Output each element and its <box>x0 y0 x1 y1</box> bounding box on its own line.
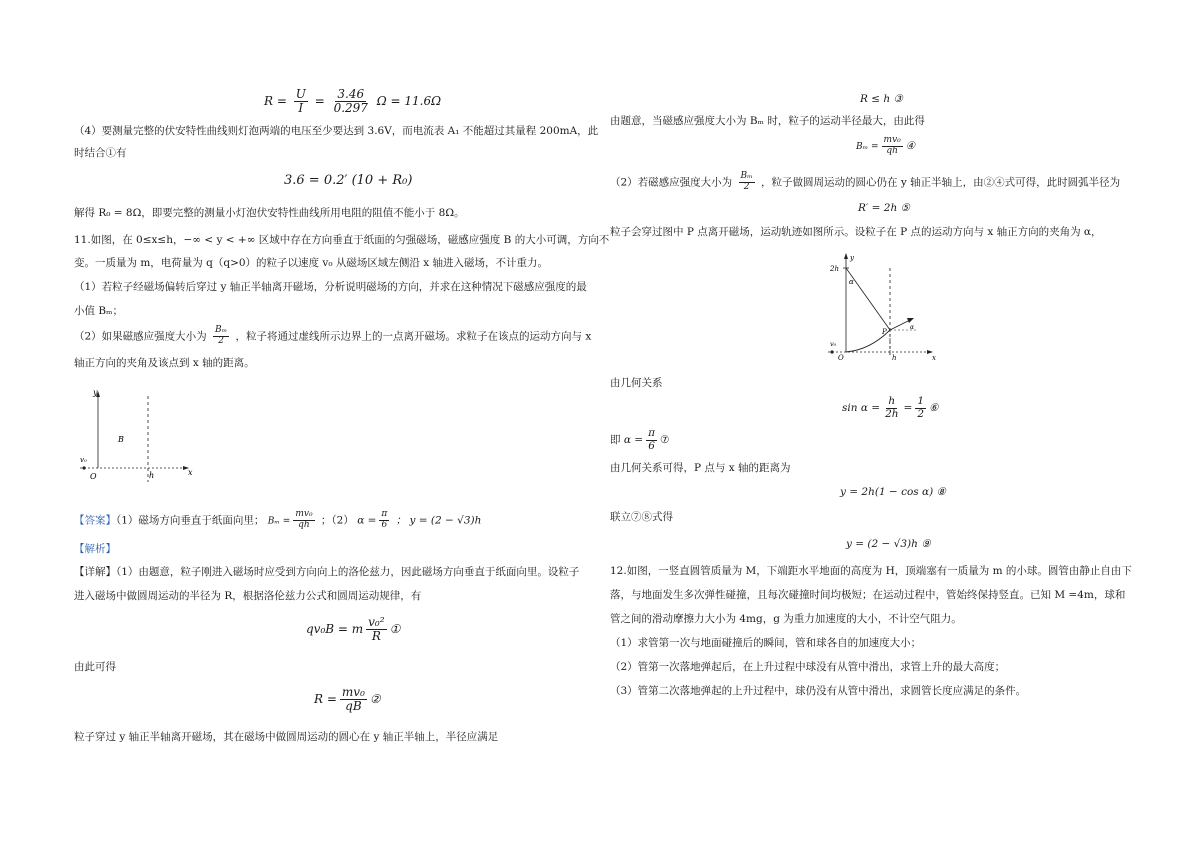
lian-line: 联立⑦⑧式得 <box>610 511 673 523</box>
label-alpha: α <box>849 278 854 286</box>
question-11-part1-line1: （1）若粒子经磁场偏转后穿过 y 轴正半轴离开磁场，分析说明磁场的方向，并求在这种情况下磁感应强度的最 <box>74 281 587 293</box>
label-O: O <box>838 354 844 362</box>
equation-5: R′ = 2h ⑤ <box>858 202 910 214</box>
label-h: h <box>892 354 897 362</box>
exit-velocity-arrow <box>907 318 914 323</box>
equation-3: R ≤ h ③ <box>860 93 903 105</box>
detail-line1: 【详解】（1）由题意，粒子刚进入磁场时应受到方向向上的洛伦兹力，因此磁场方向垂直于纸面向里。设粒子 <box>74 566 580 578</box>
label-P: P <box>882 328 887 336</box>
label-x: x <box>188 468 193 477</box>
geo-line: 由几何关系 <box>610 377 663 389</box>
label-x: x <box>932 354 936 362</box>
equation-resistance: R = $\frac{U}{I}$ = $\frac{3.46}{0.297}$ Ω = 11.6Ω <box>264 87 442 116</box>
equation-7: 即 α = $\frac{\pi}{6}$ ⑦ <box>610 427 670 452</box>
equation-1: qv₀B = m $\frac{\text{v₀²}}{R}$ ① <box>306 615 401 644</box>
question-11-line2: 变。一质量为 m，电荷量为 q（q>0）的粒子以速度 v₀ 从磁场区域左侧沿 x 轴进入磁场，不计重力。 <box>74 257 548 269</box>
label-alpha-exit: α <box>910 324 915 331</box>
paragraph-part4-line2: 时结合①有 <box>74 147 127 159</box>
label-y: y <box>850 254 854 262</box>
question-12-sub2: （2）管第一次落地弹起后，在上升过程中球没有从管中滑出，求管上升的最大高度； <box>610 661 1006 673</box>
question-12-line3: 管之间的滑动摩擦力大小为 4mg，g 为重力加速度的大小，不计空气阻力。 <box>610 613 962 625</box>
equation-6: sin α = $\frac{h}{2h}$ = $\frac{1}{2}$ ⑥ <box>842 395 939 420</box>
particle <box>82 466 85 469</box>
label-O: O <box>90 472 97 481</box>
question-11-part2-line1: （2）如果磁感应强度大小为 $\frac{\text{Bₘ}}{2}$ ，粒子将通过虚线所示边界上的一点离开磁场。求粒子在该点的运动方向与 x <box>74 325 592 346</box>
last-line: 粒子穿过 y 轴正半轴离开磁场，其在磁场中做圆周运动的圆心在 y 轴正半轴上，半径应满足 <box>74 731 499 743</box>
right-line-3: 粒子会穿过图中 P 点离开磁场，运动轨迹如图所示。设粒子在 P 点的运动方向与 x 轴正方向的夹角为 α， <box>610 226 1102 238</box>
equation-3-6: 3.6 = 0.2′ (10 + R₀) <box>284 173 413 188</box>
particle <box>830 350 833 353</box>
answer-line: 【答案】（1）磁场方向垂直于纸面向里； Bₘ = $\frac{\text{mv₀}}{qh}$ ；（2） α = $\frac{\pi}{6}$ ； y = (2 − √3)h <box>74 509 482 530</box>
equation-8: y = 2h(1 − cos α) ⑧ <box>840 486 946 498</box>
question-11-line1: 11.如图，在 0≤x≤h，−∞ < y < +∞ 区域中存在方向垂直于纸面的匀强磁场，磁感应强度 B 的大小可调，方向不 <box>74 234 610 246</box>
label-B: B <box>118 435 124 444</box>
label-v0: v₀ <box>830 340 837 348</box>
solve-line: 解得 R₀ = 8Ω，即要完整的测量小灯泡伏安特性曲线所用电阻的阻值不能小于 8Ω。 <box>74 207 465 219</box>
equation-4: Bₘ = $\frac{\text{mv₀}}{qh}$ ④ <box>856 135 916 156</box>
label-h: h <box>149 471 155 480</box>
paragraph-part4-line1: （4）要测量完整的伏安特性曲线则灯泡两端的电压至少要达到 3.6V，而电流表 A₁ 不能超过其量程 200mA，此 <box>74 125 599 137</box>
y-axis-arrow <box>844 253 848 259</box>
question-12-line2: 落，与地面发生多次弹性碰撞，且每次碰撞时间均极短；在运动过程中，管始终保持竖直。已知 M =4m，球和 <box>610 589 1126 601</box>
detail-line2: 进入磁场中做圆周运动的半径为 R，根据洛伦兹力公式和圆周运动规律，有 <box>74 590 422 602</box>
question-12-sub3: （3）管第二次落地弹起的上升过程中，球仍没有从管中滑出，求圆管长度应满足的条件。 <box>610 685 1027 697</box>
right-line-1: 由题意，当磁感应强度大小为 Bₘ 时，粒子的运动半径最大，由此得 <box>610 115 925 127</box>
exit-velocity <box>890 320 910 330</box>
trajectory-figure <box>826 250 938 362</box>
equation-9: y = (2 − √3)h ⑨ <box>846 538 931 550</box>
label-v0: v₀ <box>80 456 87 464</box>
question-11-part2-line2: 轴正方向的夹角及该点到 x 轴的距离。 <box>74 357 255 369</box>
right-line-2: （2）若磁感应强度大小为 $\frac{\text{Bₘ}}{2}$ ，粒子做圆周运动的圆心仍在 y 轴正半轴上，由②④式可得，此时圆弧半径为 <box>610 171 1121 192</box>
answer-tag: 【答案】 <box>74 514 116 527</box>
magnetic-field-figure <box>78 386 208 486</box>
geo2-line: 由几何关系可得，P 点与 x 轴的距离为 <box>610 462 791 474</box>
label-2h: 2h <box>830 265 839 273</box>
analysis-tag: 【解析】 <box>74 543 116 555</box>
question-12-sub1: （1）求管第一次与地面碰撞后的瞬间，管和球各自的加速度大小； <box>610 637 922 649</box>
question-11-part1-line2: 小值 Bₘ； <box>74 305 123 317</box>
thus-line: 由此可得 <box>74 661 116 673</box>
question-12-line1: 12.如图，一竖直圆管质量为 M，下端距水平地面的高度为 H，顶端塞有一质量为 m 的小球。圆管由静止自由下 <box>610 565 1132 577</box>
label-y: y <box>93 388 98 397</box>
equation-2: R = $\frac{\text{mv₀}}{qB}$ ② <box>314 685 381 714</box>
